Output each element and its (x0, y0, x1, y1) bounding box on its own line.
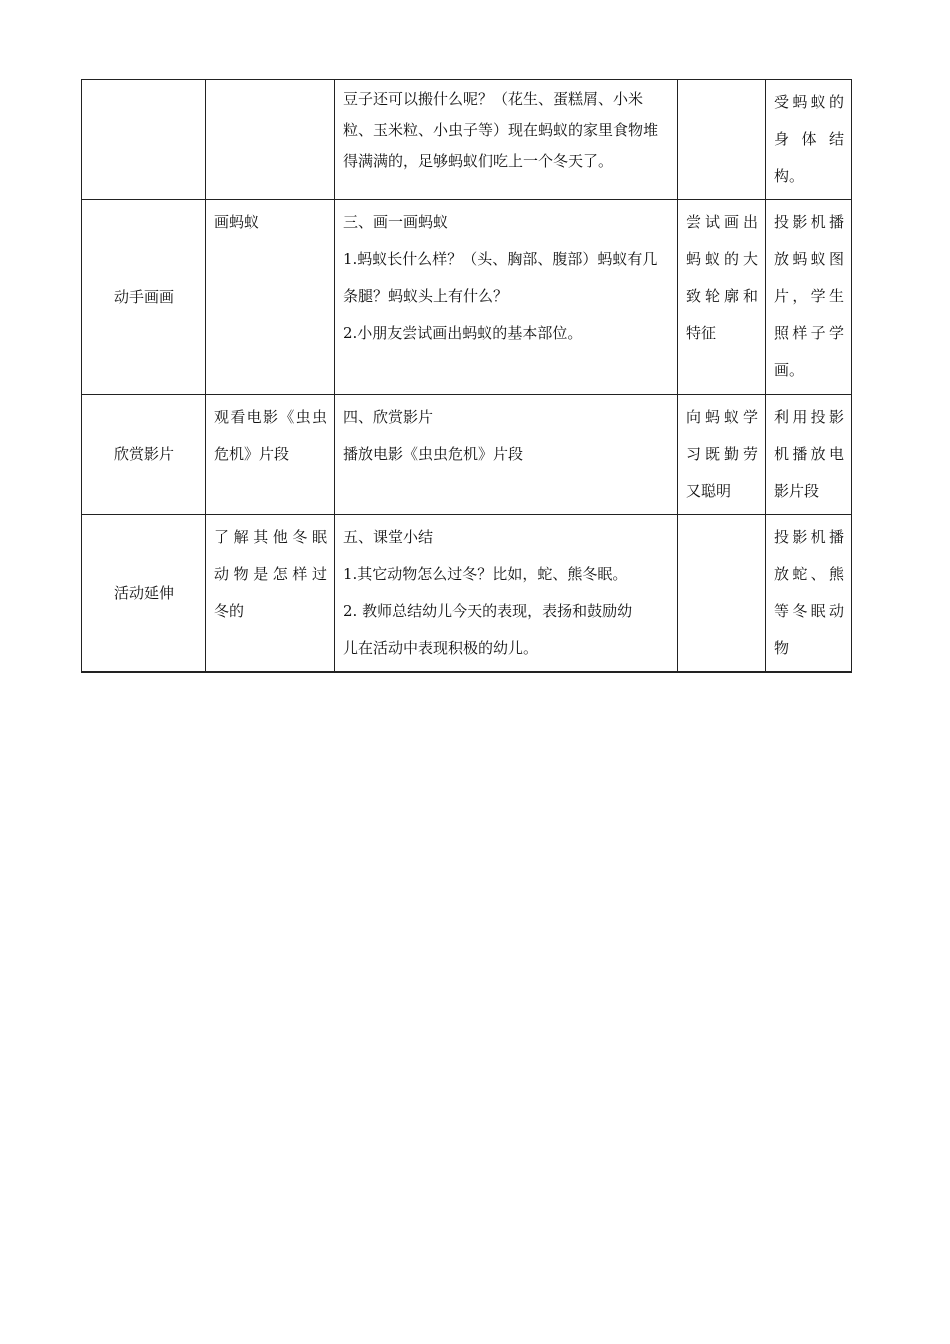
content-line: 四、欣赏影片 (343, 408, 434, 426)
stage-label: 动手画画 (113, 287, 174, 306)
goal-line: 动物是怎样过 (214, 565, 327, 583)
student-line: 致轮廓和 (686, 287, 758, 305)
media-line: 受蚂蚁的 (774, 93, 844, 111)
table-row (82, 200, 852, 395)
stage-label: 活动延伸 (113, 583, 174, 602)
media-line: 放蛇、熊 (774, 565, 844, 583)
content-line: 豆子还可以搬什么呢？（花生、蛋糕屑、小米 (343, 90, 644, 108)
student-cell (678, 200, 766, 395)
table-row (82, 80, 852, 200)
media-line: 画。 (774, 361, 805, 379)
media-line: 投影机播 (774, 528, 844, 546)
content-line: 2.小朋友尝试画出蚂蚁的基本部位。 (343, 324, 583, 342)
content-line: 2. 教师总结幼儿今天的表现，表扬和鼓励幼 (343, 602, 633, 620)
stage-cell (82, 200, 206, 395)
content-line: 儿在活动中表现积极的幼儿。 (343, 639, 539, 657)
goal-cell (206, 395, 335, 515)
lesson-plan-table (81, 79, 852, 673)
content-cell (335, 515, 678, 673)
goal-line: 观看电影《虫虫 (214, 408, 327, 426)
content-line: 粒、玉米粒、小虫子等）现在蚂蚁的家里食物堆 (343, 121, 659, 139)
student-line: 习既勤劳 (686, 445, 758, 463)
media-line: 片，学生 (774, 287, 844, 305)
media-line: 投影机播 (774, 213, 844, 231)
content-line: 三、画一画蚂蚁 (343, 213, 449, 231)
media-cell (766, 200, 852, 395)
media-line: 物 (774, 639, 790, 657)
media-line: 机播放电 (774, 445, 844, 463)
student-cell (678, 515, 766, 673)
media-line: 利用投影 (774, 408, 844, 426)
content-line: 1.蚂蚁长什么样？（头、胸部、腹部）蚂蚁有几 (343, 250, 658, 268)
content-line: 条腿？蚂蚁头上有什么？ (343, 287, 509, 305)
media-line: 照样子学 (774, 324, 844, 342)
student-line: 蚂蚁的大 (686, 250, 758, 268)
media-line: 放蚂蚁图 (774, 250, 844, 268)
student-line: 向蚂蚁学 (686, 408, 758, 426)
media-cell (766, 80, 852, 200)
goal-line: 冬的 (214, 602, 245, 620)
student-cell (678, 395, 766, 515)
content-cell (335, 200, 678, 395)
media-cell (766, 515, 852, 673)
student-line: 尝试画出 (686, 213, 758, 231)
content-line: 播放电影《虫虫危机》片段 (343, 445, 524, 463)
goal-cell (206, 80, 335, 200)
goal-line: 了解其他冬眠 (214, 528, 327, 546)
goal-cell (206, 200, 335, 395)
content-cell (335, 395, 678, 515)
goal-cell (206, 515, 335, 673)
table-row (82, 515, 852, 673)
media-line: 身 体 结 (774, 130, 844, 148)
content-line: 1.其它动物怎么过冬？比如，蛇、熊冬眠。 (343, 565, 628, 583)
student-line: 又聪明 (686, 482, 732, 500)
stage-label: 欣赏影片 (113, 445, 174, 463)
stage-cell (82, 395, 206, 515)
media-line: 构。 (774, 167, 805, 185)
goal-line: 画蚂蚁 (214, 213, 260, 231)
stage-cell (82, 80, 206, 200)
media-cell (766, 395, 852, 515)
content-cell (335, 80, 678, 200)
lesson-plan-body (82, 80, 852, 673)
content-line: 得满满的，足够蚂蚁们吃上一个冬天了。 (343, 152, 614, 170)
goal-line: 危机》片段 (214, 445, 290, 463)
table-row (82, 395, 852, 515)
student-line: 特征 (686, 324, 717, 342)
content-line: 五、课堂小结 (343, 528, 434, 546)
media-line: 等冬眠动 (774, 602, 844, 620)
stage-cell (82, 515, 206, 673)
student-cell (678, 80, 766, 200)
media-line: 影片段 (774, 482, 820, 500)
